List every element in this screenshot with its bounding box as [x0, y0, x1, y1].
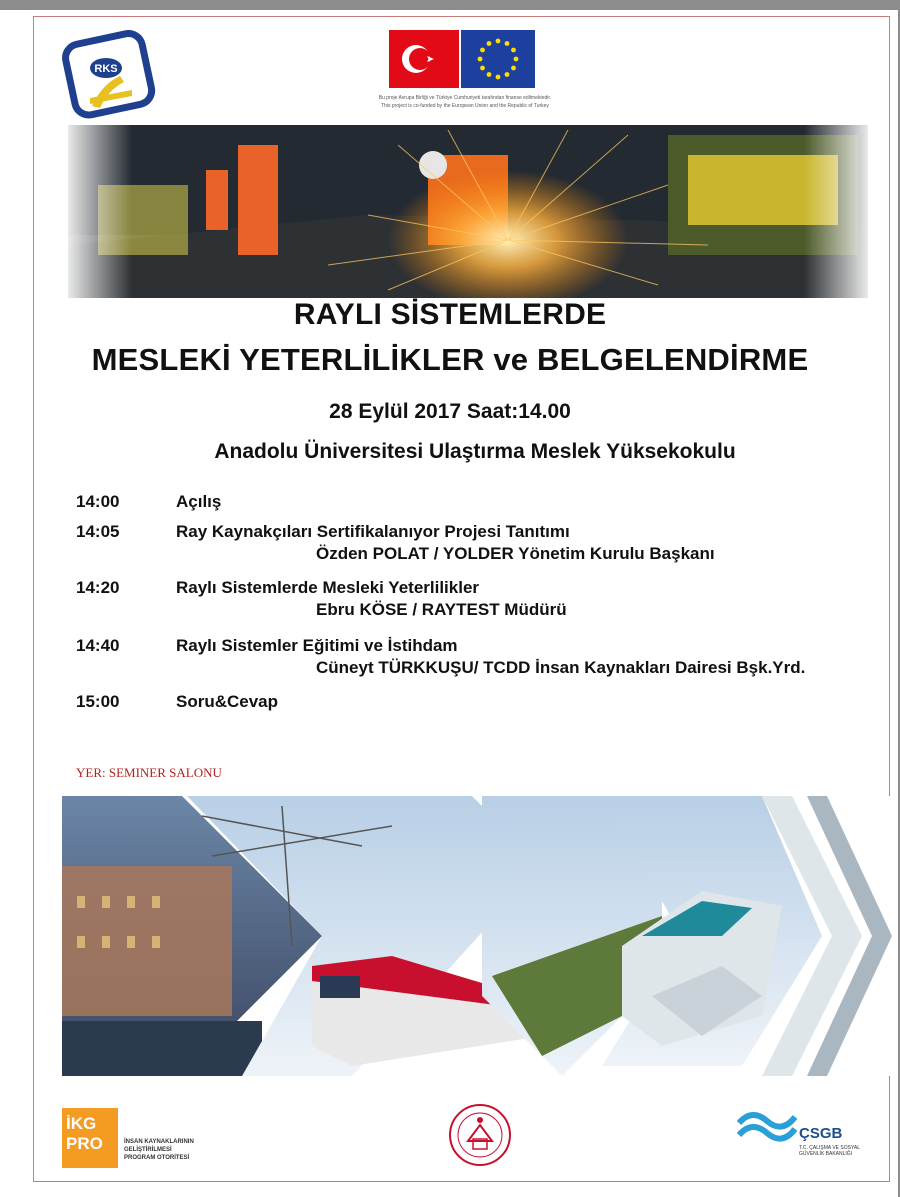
event-venue: Anadolu Üniversitesi Ulaştırma Meslek Yüksekokulu [214, 440, 736, 463]
schedule-speaker: Özden POLAT / YOLDER Yönetim Kurulu Başkanı [316, 544, 715, 563]
schedule-item: Soru&Cevap [176, 692, 279, 711]
ikg-caption-line2: GELİŞTİRİLMESİ [124, 1147, 172, 1153]
train-collage-photo [62, 796, 892, 1076]
event-title-line1: RAYLI SİSTEMLERDE [293, 298, 607, 331]
schedule-speaker: Cüneyt TÜRKKUŞU/ TCDD İnsan Kaynakları Dairesi Bşk.Yrd. [316, 658, 806, 677]
schedule-time: 14:00 [76, 492, 120, 511]
schedule-time: 15:00 [76, 692, 120, 711]
eu-funding-note [340, 94, 590, 110]
meb-seal-logo [440, 1095, 520, 1175]
ikg-caption-line1: İNSAN KAYNAKLARININ [124, 1139, 194, 1145]
eu-flag-icon [461, 30, 535, 88]
schedule-time: 14:20 [76, 578, 120, 597]
partner-flags [389, 30, 535, 88]
location-label: YER: SEMINER SALONU [76, 765, 222, 780]
ikg-logo-line2: PRO [66, 1134, 103, 1153]
schedule-item: Açılış [176, 492, 222, 511]
turkey-flag-icon [389, 30, 459, 88]
schedule-speaker: Ebru KÖSE / RAYTEST Müdürü [316, 600, 567, 619]
event-date: 28 Eylül 2017 Saat:14.00 [329, 400, 571, 423]
schedule-item: Ray Kaynakçıları Sertifikalanıyor Projesi Tanıtımı [176, 522, 570, 541]
schedule-time: 14:40 [76, 636, 120, 655]
ikg-logo-caption [124, 1138, 234, 1162]
schedule-item: Raylı Sistemler Eğitimi ve İstihdam [176, 636, 458, 655]
eu-funding-note-tr: Bu proje Avrupa Birliği ve Türkiye Cumhuriyeti tarafından finanse edilmektedir. [378, 95, 552, 101]
csgb-title: ÇSGB [799, 1125, 843, 1142]
ikg-pro-logo [62, 1108, 118, 1168]
rks-logo-text: RKS [94, 63, 118, 75]
ikg-logo-line1: İKG [66, 1114, 97, 1133]
ikg-caption-line3: PROGRAM OTORİTESİ [124, 1155, 190, 1161]
event-title-line2: MESLEKİ YETERLİLİKLER ve BELGELENDİRME [91, 342, 809, 377]
rail-welding-photo [68, 125, 868, 298]
eu-funding-note-en: This project is co-funded by the European Union and the Republic of Turkey [381, 103, 549, 109]
rks-logo [62, 28, 158, 124]
csgb-wave-icon [737, 1103, 797, 1153]
schedule-time: 14:05 [76, 522, 120, 541]
csgb-caption: T.C. ÇALIŞMA VE SOSYAL GÜVENLİK BAKANLIĞI [799, 1145, 860, 1157]
schedule-item: Raylı Sistemlerde Mesleki Yeterlilikler [176, 578, 480, 597]
csgb-logo [737, 1103, 867, 1163]
